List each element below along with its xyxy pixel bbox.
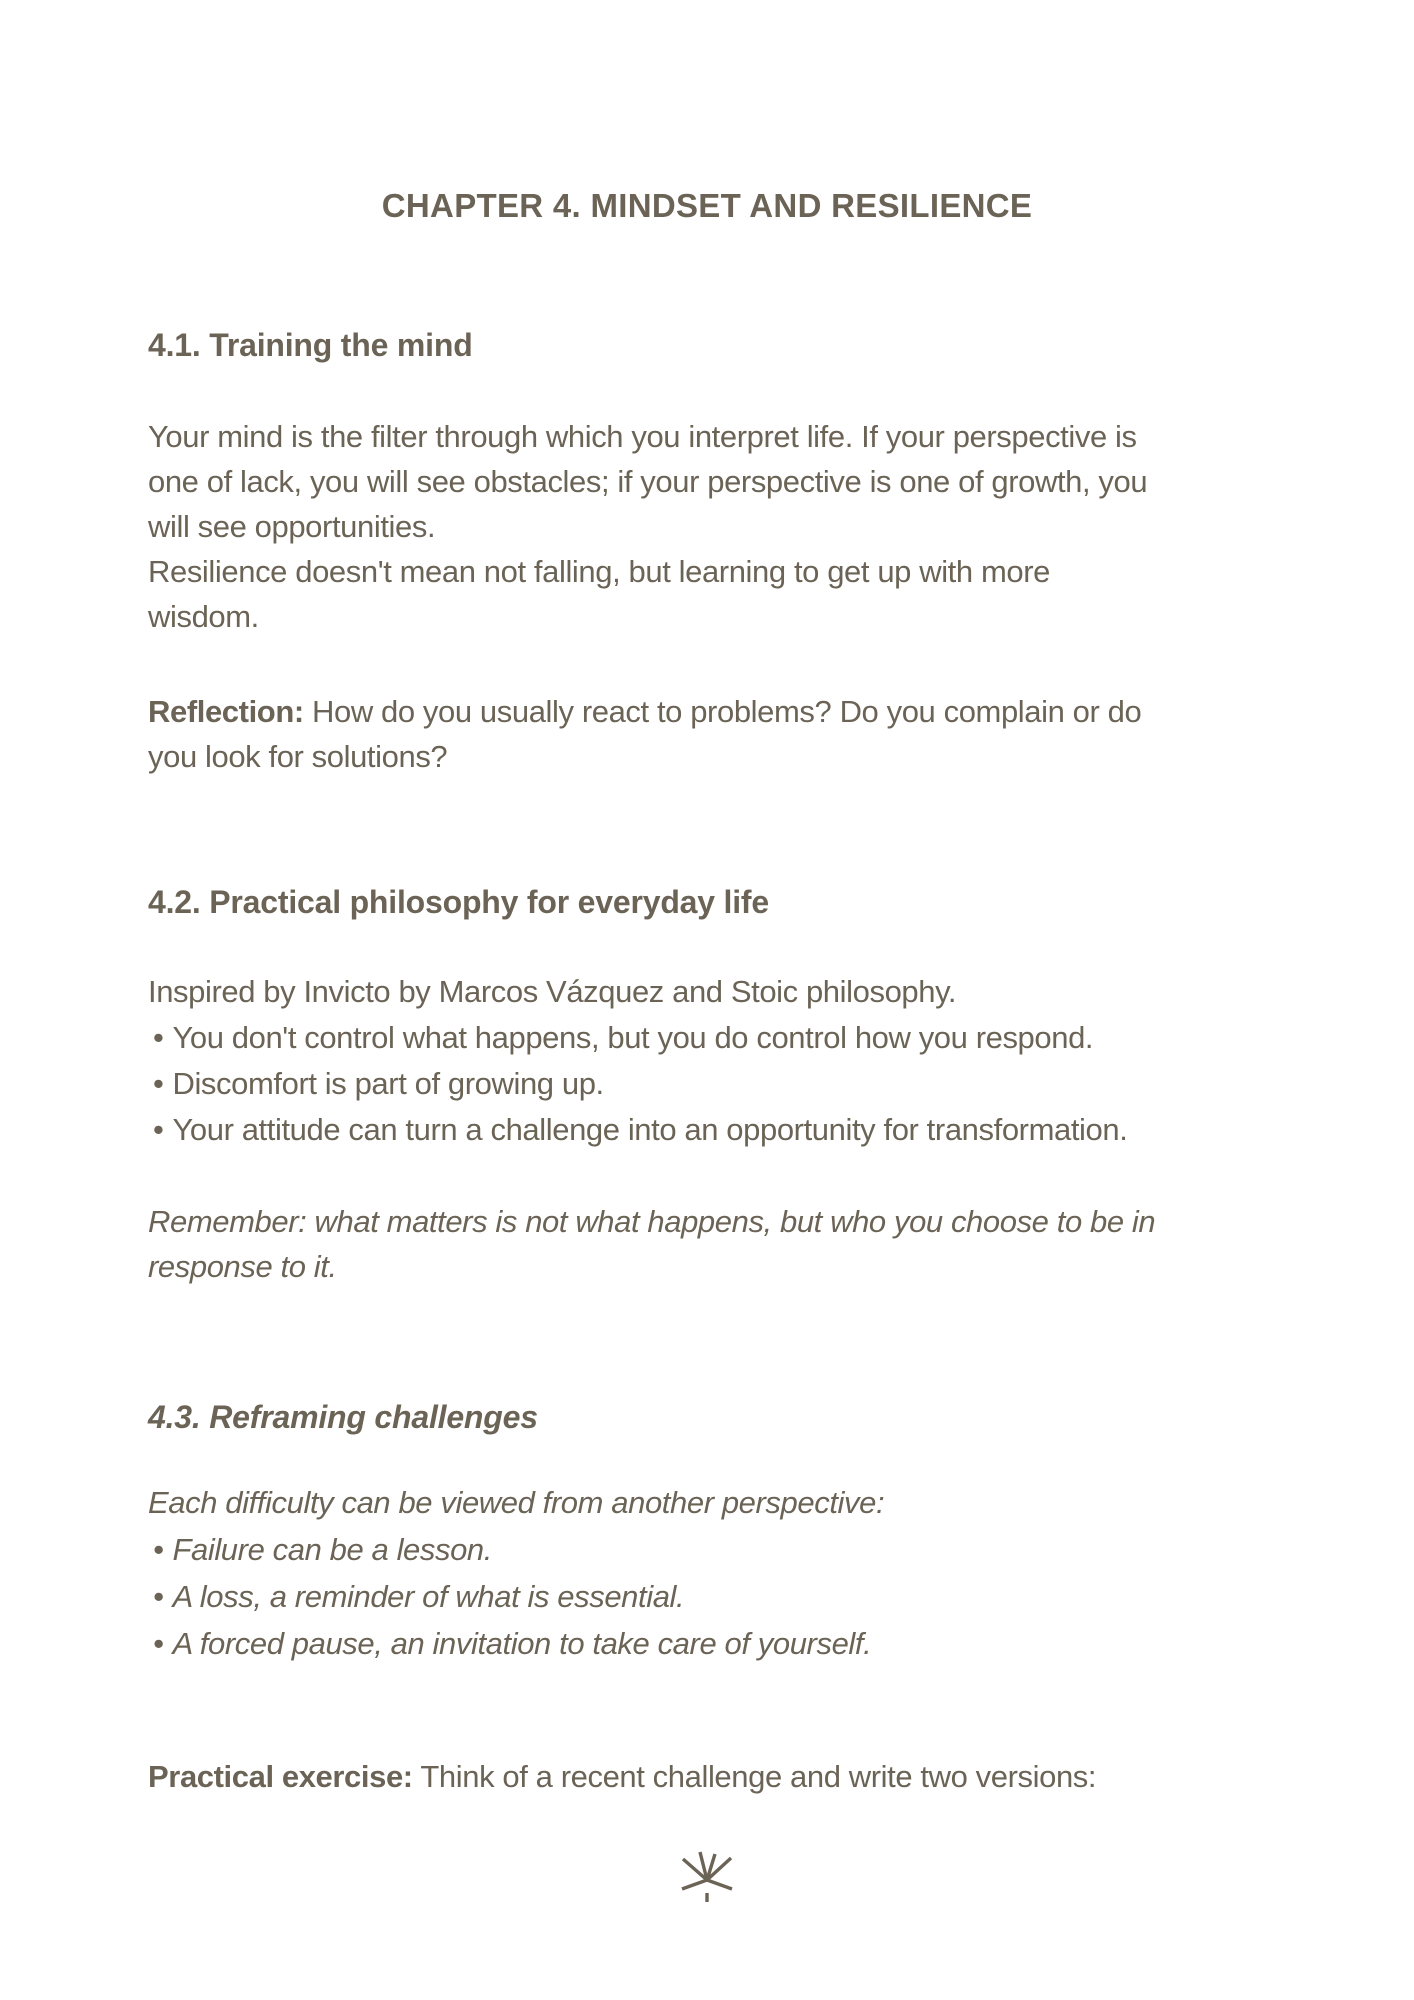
reflection-label: Reflection: (148, 694, 304, 729)
bullet-icon: • (153, 1020, 164, 1055)
practical-exercise-text: Think of a recent challenge and write two versions: (412, 1759, 1097, 1794)
list-item-text: Discomfort is part of growing up. (172, 1066, 604, 1101)
list-item (148, 1015, 1127, 1061)
section-4-2-list (148, 969, 1127, 1153)
list-item-text: You don't control what happens, but you do control how you respond. (172, 1020, 1094, 1055)
section-4-3-heading: 4.3. Reframing challenges (148, 1399, 538, 1435)
list-item (148, 1526, 884, 1573)
remember-note: Remember: what matters is not what happens, but who you choose to be in response to it. (148, 1204, 1156, 1284)
reflection-line-1 (148, 689, 1141, 734)
reflection-text-1: How do you usually react to problems? Do you complain or do (303, 694, 1142, 729)
section-4-1-heading: 4.1. Training the mind (148, 327, 473, 363)
section-4-2-heading: 4.2. Practical philosophy for everyday life (148, 884, 769, 920)
bullet-icon: • (153, 1626, 164, 1661)
section-4-2-intro: Inspired by Invicto by Marcos Vázquez and Stoic philosophy. (148, 974, 957, 1009)
list-item (148, 1620, 884, 1667)
bullet-icon: • (153, 1532, 164, 1567)
section-4-1-paragraph: Your mind is the filter through which you interpret life. If your perspective is one of lack, you will see obstacles; if your perspective is one of growth, you will see opportunities. Resilience doesn't mean not falling, but learning to get up with more wisdom. (148, 419, 1148, 634)
list-item (148, 1573, 884, 1620)
reflection-line-2: you look for solutions? (148, 739, 448, 774)
list-item (148, 1107, 1127, 1153)
section-4-3-list (148, 1479, 884, 1667)
chapter-title: CHAPTER 4. MINDSET AND RESILIENCE (381, 187, 1033, 224)
list-item-text: A forced pause, an invitation to take care of yourself. (172, 1626, 872, 1661)
bullet-icon: • (153, 1112, 164, 1147)
practical-exercise-label: Practical exercise: (148, 1759, 413, 1794)
bullet-icon: • (153, 1579, 164, 1614)
list-item-text: Your attitude can turn a challenge into an opportunity for transformation. (172, 1112, 1128, 1147)
section-4-3-intro: Each difficulty can be viewed from another perspective: (148, 1485, 885, 1520)
section-divider (0, 1850, 1414, 1911)
asterisk-flourish-icon (681, 1850, 733, 1906)
list-item (148, 1061, 1127, 1107)
practical-exercise-paragraph (148, 1754, 1096, 1799)
reflection-paragraph (148, 689, 1141, 779)
list-item-text: A loss, a reminder of what is essential. (172, 1579, 685, 1614)
list-item-text: Failure can be a lesson. (172, 1532, 492, 1567)
bullet-icon: • (153, 1066, 164, 1101)
